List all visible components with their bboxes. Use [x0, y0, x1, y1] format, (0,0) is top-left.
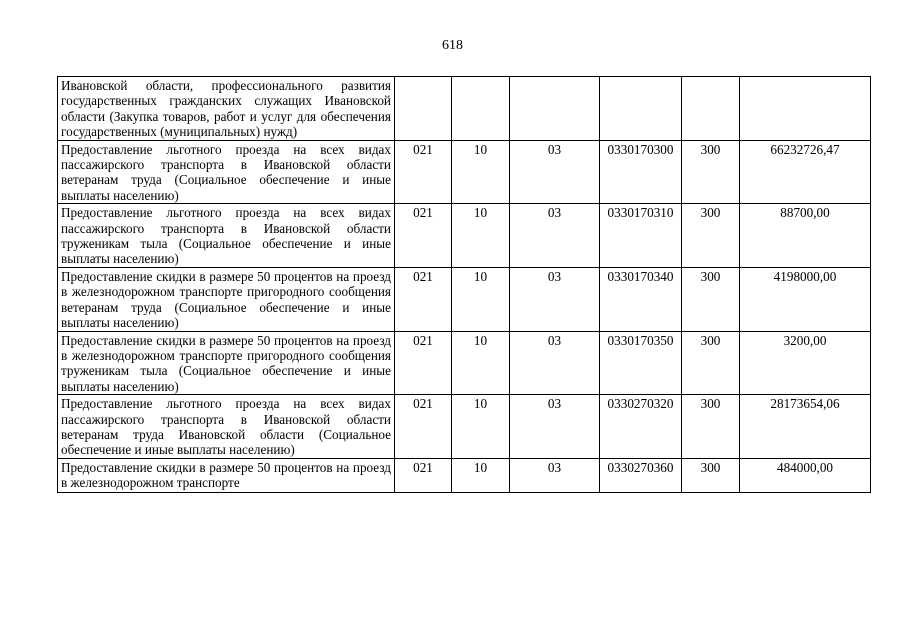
section-code: 10 — [452, 395, 510, 459]
expense-type-code: 300 — [682, 140, 740, 204]
expense-type-code: 300 — [682, 395, 740, 459]
admin-code: 021 — [395, 331, 452, 395]
target-article-code: 0330270320 — [600, 395, 682, 459]
expense-type-code: 300 — [682, 331, 740, 395]
table-row — [58, 204, 871, 268]
row-description: Предоставление скидки в размере 50 процентов на проезд в железнодорожном транспорте пригородного сообщения труженикам тыла (Социальное обеспечение и иные выплаты населению) — [58, 331, 395, 395]
admin-code: 021 — [395, 204, 452, 268]
subsection-code — [510, 77, 600, 141]
amount — [740, 77, 871, 141]
row-description: Предоставление скидки в размере 50 процентов на проезд в железнодорожном транспорте пригородного сообщения ветеранам труда (Социальное обеспечение и иные выплаты населению) — [58, 267, 395, 331]
table-row — [58, 77, 871, 141]
expense-type-code: 300 — [682, 458, 740, 492]
subsection-code: 03 — [510, 395, 600, 459]
target-article-code: 0330270360 — [600, 458, 682, 492]
row-description: Предоставление льготного проезда на всех видах пассажирского транспорта в Ивановской области ветеранам труда (Социальное обеспечение и иные выплаты населению) — [58, 140, 395, 204]
subsection-code: 03 — [510, 331, 600, 395]
subsection-code: 03 — [510, 458, 600, 492]
subsection-code: 03 — [510, 267, 600, 331]
amount: 3200,00 — [740, 331, 871, 395]
row-description: Предоставление льготного проезда на всех видах пассажирского транспорта в Ивановской области труженикам тыла (Социальное обеспечение и иные выплаты населению) — [58, 204, 395, 268]
table-row — [58, 331, 871, 395]
amount: 66232726,47 — [740, 140, 871, 204]
section-code: 10 — [452, 331, 510, 395]
page-number: 618 — [442, 38, 463, 53]
section-code: 10 — [452, 458, 510, 492]
target-article-code: 0330170340 — [600, 267, 682, 331]
target-article-code: 0330170310 — [600, 204, 682, 268]
amount: 484000,00 — [740, 458, 871, 492]
admin-code: 021 — [395, 267, 452, 331]
expense-type-code: 300 — [682, 204, 740, 268]
table-row — [58, 458, 871, 492]
amount: 28173654,06 — [740, 395, 871, 459]
expense-type-code — [682, 77, 740, 141]
table-row — [58, 140, 871, 204]
section-code — [452, 77, 510, 141]
target-article-code — [600, 77, 682, 141]
table-row — [58, 395, 871, 459]
expense-type-code: 300 — [682, 267, 740, 331]
subsection-code: 03 — [510, 204, 600, 268]
budget-table — [57, 76, 871, 493]
table-row — [58, 267, 871, 331]
row-description: Ивановской области, профессионального развития государственных гражданских служащих Ивановской области (Закупка товаров, работ и услуг для обеспечения государственных (муниципальных) нужд) — [58, 77, 395, 141]
admin-code: 021 — [395, 395, 452, 459]
subsection-code: 03 — [510, 140, 600, 204]
target-article-code: 0330170350 — [600, 331, 682, 395]
section-code: 10 — [452, 140, 510, 204]
admin-code: 021 — [395, 140, 452, 204]
target-article-code: 0330170300 — [600, 140, 682, 204]
section-code: 10 — [452, 204, 510, 268]
row-description: Предоставление скидки в размере 50 процентов на проезд в железнодорожном транспорте — [58, 458, 395, 492]
section-code: 10 — [452, 267, 510, 331]
row-description: Предоставление льготного проезда на всех видах пассажирского транспорта в Ивановской области ветеранам труда Ивановской области (Социальное обеспечение и иные выплаты населению) — [58, 395, 395, 459]
admin-code — [395, 77, 452, 141]
amount: 4198000,00 — [740, 267, 871, 331]
amount: 88700,00 — [740, 204, 871, 268]
admin-code: 021 — [395, 458, 452, 492]
